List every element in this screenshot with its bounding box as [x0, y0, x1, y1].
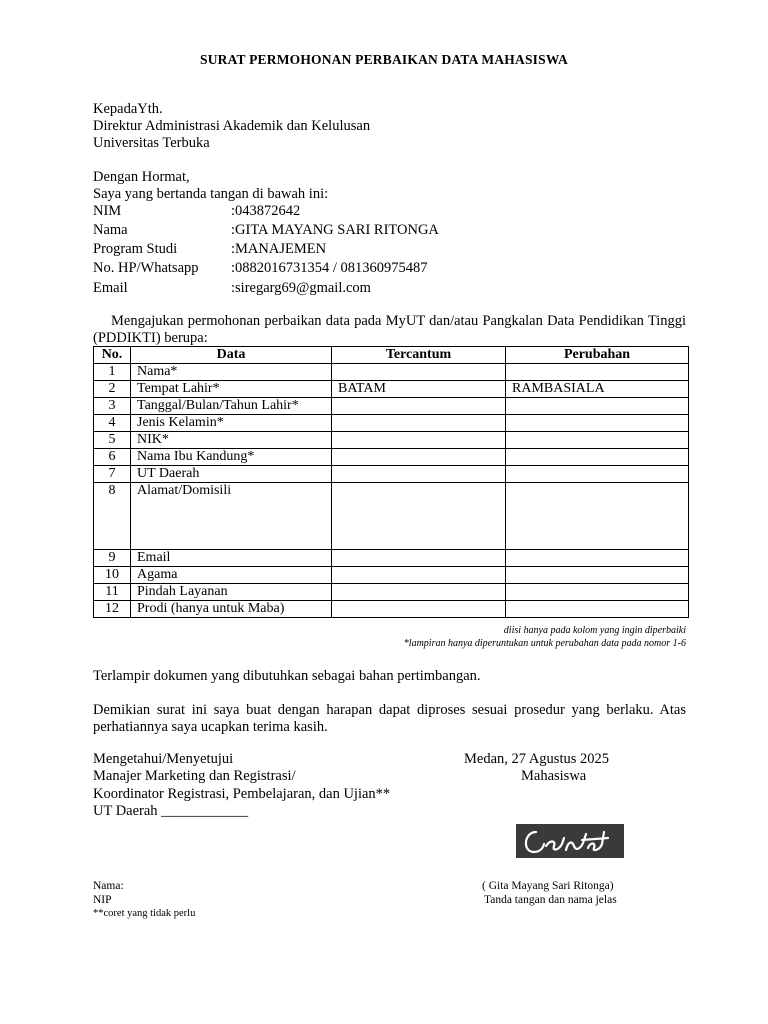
field-label-nim: NIM	[93, 203, 122, 219]
table-row	[94, 550, 689, 567]
row-data: Tempat Lahir*	[131, 381, 332, 398]
intro-line: Saya yang bertanda tangan di bawah ini:	[93, 186, 329, 202]
row-tercantum: BATAM	[332, 381, 506, 398]
row-data: Tanggal/Bulan/Tahun Lahir*	[131, 398, 332, 415]
place-date: Medan, 27 Agustus 2025	[464, 751, 609, 767]
row-data: Nama Ibu Kandung*	[131, 449, 332, 466]
field-value-nama: :GITA MAYANG SARI RITONGA	[231, 222, 439, 238]
row-no: 6	[94, 449, 131, 466]
request-paragraph: Mengajukan permohonan perbaikan data pada MyUT dan/atau Pangkalan Data Pendidikan Tinggi (PDDIKTI) berupa:	[93, 313, 686, 346]
row-data: UT Daerah	[131, 466, 332, 483]
row-tercantum	[332, 567, 506, 584]
field-label-nama: Nama	[93, 222, 128, 238]
field-value-email: :siregarg69@gmail.com	[231, 280, 371, 296]
recipient-line-3: Universitas Terbuka	[93, 135, 210, 151]
document-title: SURAT PERMOHONAN PERBAIKAN DATA MAHASISWA	[200, 52, 568, 67]
attachment-line: Terlampir dokumen yang dibutuhkan sebagai bahan pertimbangan.	[93, 668, 481, 684]
table-note-1: diisi hanya pada kolom yang ingin diperbaiki	[503, 625, 686, 636]
row-tercantum	[332, 550, 506, 567]
row-tercantum	[332, 398, 506, 415]
table-row	[94, 601, 689, 618]
signature-caption: Tanda tangan dan nama jelas	[484, 894, 617, 906]
table-row	[94, 466, 689, 483]
row-perubahan	[506, 584, 689, 601]
row-data: Alamat/Domisili	[131, 483, 332, 550]
row-perubahan	[506, 483, 689, 550]
row-no: 5	[94, 432, 131, 449]
table-row	[94, 567, 689, 584]
row-perubahan	[506, 550, 689, 567]
row-data: Pindah Layanan	[131, 584, 332, 601]
field-value-nim: :043872642	[231, 203, 301, 219]
header-data: Data	[131, 347, 332, 364]
approver-name-label: Nama:	[93, 880, 124, 892]
table-row	[94, 364, 689, 381]
field-label-email: Email	[93, 280, 128, 296]
table-row	[94, 415, 689, 432]
row-tercantum	[332, 584, 506, 601]
left-signatory-line-3: Koordinator Registrasi, Pembelajaran, dan Ujian**	[93, 786, 391, 802]
table-note-2: *lampiran hanya diperuntukan untuk perubahan data pada nomor 1-6	[403, 638, 686, 649]
signature-icon	[516, 824, 624, 858]
row-data: Agama	[131, 567, 332, 584]
row-no: 11	[94, 584, 131, 601]
approver-nip-label: NIP	[93, 894, 112, 906]
closing-paragraph: Demikian surat ini saya buat dengan harapan dapat diproses sesuai prosedur yang berlaku. Atas perhatiannya saya ucapkan terima kasih.	[93, 702, 686, 735]
row-no: 9	[94, 550, 131, 567]
row-perubahan	[506, 364, 689, 381]
row-no: 2	[94, 381, 131, 398]
row-data: Prodi (hanya untuk Maba)	[131, 601, 332, 618]
row-perubahan	[506, 567, 689, 584]
table-row	[94, 432, 689, 449]
left-signatory-line-1: Mengetahui/Menyetujui	[93, 751, 234, 767]
row-perubahan	[506, 449, 689, 466]
table-row	[94, 449, 689, 466]
row-tercantum	[332, 364, 506, 381]
signature-image	[516, 824, 624, 858]
row-tercantum	[332, 483, 506, 550]
row-tercantum	[332, 432, 506, 449]
left-signatory-line-4: UT Daerah ____________	[93, 803, 249, 819]
row-no: 7	[94, 466, 131, 483]
table-row	[94, 483, 689, 550]
header-tercantum: Tercantum	[332, 347, 506, 364]
greeting: Dengan Hormat,	[93, 169, 190, 185]
field-label-phone: No. HP/Whatsapp	[93, 260, 199, 276]
field-value-phone: :0882016731354 / 081360975487	[231, 260, 428, 276]
left-signatory-line-2: Manajer Marketing dan Registrasi/	[93, 768, 296, 784]
row-no: 4	[94, 415, 131, 432]
row-no: 3	[94, 398, 131, 415]
row-data: Nama*	[131, 364, 332, 381]
signatory-role: Mahasiswa	[521, 768, 587, 784]
recipient-line-2: Direktur Administrasi Akademik dan Kelulusan	[93, 118, 371, 134]
row-perubahan: RAMBASIALA	[506, 381, 689, 398]
header-no: No.	[94, 347, 131, 364]
row-tercantum	[332, 466, 506, 483]
recipient-line-1: KepadaYth.	[93, 101, 163, 117]
row-data: NIK*	[131, 432, 332, 449]
correction-table	[93, 346, 689, 618]
row-tercantum	[332, 449, 506, 466]
row-no: 1	[94, 364, 131, 381]
row-perubahan	[506, 398, 689, 415]
row-data: Email	[131, 550, 332, 567]
row-perubahan	[506, 601, 689, 618]
student-name: ( Gita Mayang Sari Ritonga)	[482, 880, 614, 892]
row-no: 10	[94, 567, 131, 584]
row-data: Jenis Kelamin*	[131, 415, 332, 432]
row-perubahan	[506, 466, 689, 483]
table-row	[94, 584, 689, 601]
field-value-program-studi: :MANAJEMEN	[231, 241, 327, 257]
strike-footnote: **coret yang tidak perlu	[93, 908, 196, 919]
row-no: 12	[94, 601, 131, 618]
header-perubahan: Perubahan	[506, 347, 689, 364]
field-label-program-studi: Program Studi	[93, 241, 178, 257]
row-perubahan	[506, 432, 689, 449]
table-row	[94, 381, 689, 398]
row-no: 8	[94, 483, 131, 550]
table-header-row	[94, 347, 689, 364]
table-row	[94, 398, 689, 415]
row-tercantum	[332, 415, 506, 432]
row-perubahan	[506, 415, 689, 432]
row-tercantum	[332, 601, 506, 618]
